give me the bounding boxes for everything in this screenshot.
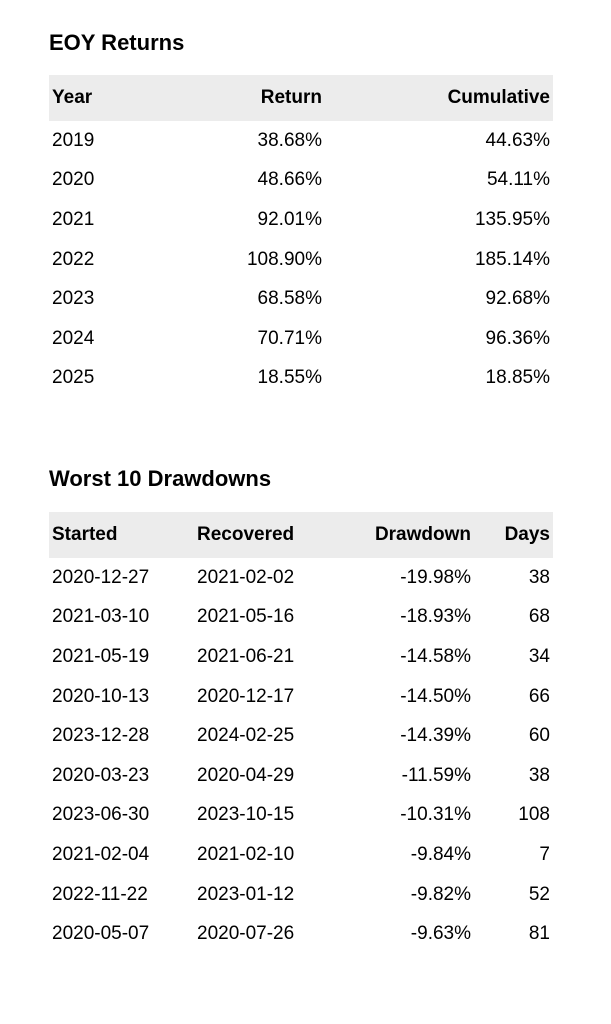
recovered-cell: 2020-07-26: [197, 923, 295, 945]
year-cell: 2025: [52, 367, 95, 389]
drawdown-cell: -9.63%: [410, 923, 471, 945]
started-cell: 2020-03-23: [52, 764, 150, 786]
year-cell: 2023: [52, 288, 95, 310]
table-row: [49, 598, 553, 638]
table-header-row: [49, 75, 553, 121]
days-cell: 52: [528, 883, 550, 905]
column-header-recovered: Recovered: [197, 524, 295, 545]
days-cell: 66: [528, 685, 550, 707]
table-row: [49, 875, 553, 915]
column-header-return: Return: [260, 87, 322, 108]
eoy-returns-table: [49, 75, 553, 398]
return-cell: 70.71%: [257, 327, 322, 349]
table-row: [49, 637, 553, 677]
cumulative-cell: 18.85%: [485, 367, 550, 389]
column-header-days: Days: [504, 524, 550, 545]
table-row: [49, 121, 553, 161]
cumulative-cell: 135.95%: [474, 208, 550, 230]
return-cell: 38.68%: [257, 129, 322, 151]
cumulative-cell: 54.11%: [486, 169, 550, 191]
recovered-cell: 2023-01-12: [197, 883, 295, 905]
table-row: [49, 319, 553, 359]
table-row: [49, 359, 553, 399]
table-row: [49, 279, 553, 319]
drawdown-cell: -10.31%: [400, 804, 471, 826]
recovered-cell: 2024-02-25: [197, 725, 295, 747]
drawdown-cell: -18.93%: [400, 606, 471, 628]
return-cell: 108.90%: [246, 248, 322, 270]
return-cell: 68.58%: [257, 288, 322, 310]
recovered-cell: 2023-10-15: [197, 804, 295, 826]
return-cell: 48.66%: [257, 169, 322, 191]
drawdown-cell: -14.58%: [400, 645, 471, 667]
column-header-drawdown: Drawdown: [374, 524, 471, 545]
table-row: [49, 200, 553, 240]
table-row: [49, 914, 553, 954]
days-cell: 38: [528, 764, 550, 786]
days-cell: 38: [528, 566, 550, 588]
return-cell: 92.01%: [257, 208, 322, 230]
drawdown-cell: -14.39%: [400, 725, 471, 747]
table-row: [49, 240, 553, 280]
year-cell: 2022: [52, 248, 95, 270]
days-cell: 81: [528, 923, 550, 945]
worst-drawdowns-title: Worst 10 Drawdowns: [49, 466, 272, 491]
table-row: [49, 677, 553, 717]
table-row: [49, 558, 553, 598]
table-row: [49, 756, 553, 796]
started-cell: 2021-03-10: [52, 606, 150, 628]
column-header-started: Started: [52, 524, 118, 545]
started-cell: 2021-02-04: [52, 843, 150, 865]
drawdown-cell: -19.98%: [400, 566, 471, 588]
table-row: [49, 835, 553, 875]
recovered-cell: 2020-12-17: [197, 685, 295, 707]
started-cell: 2023-06-30: [52, 804, 150, 826]
started-cell: 2020-10-13: [52, 685, 150, 707]
recovered-cell: 2021-06-21: [197, 645, 295, 667]
started-cell: 2022-11-22: [52, 883, 148, 905]
started-cell: 2020-12-27: [52, 566, 150, 588]
column-header-cumulative: Cumulative: [447, 87, 550, 108]
cumulative-cell: 185.14%: [474, 248, 550, 270]
started-cell: 2021-05-19: [52, 645, 150, 667]
table-row: [49, 796, 553, 836]
days-cell: 60: [528, 725, 550, 747]
cumulative-cell: 44.63%: [485, 129, 550, 151]
year-cell: 2024: [52, 327, 95, 349]
drawdown-cell: -11.59%: [401, 764, 471, 786]
drawdown-cell: -14.50%: [400, 685, 471, 707]
started-cell: 2023-12-28: [52, 725, 150, 747]
recovered-cell: 2020-04-29: [197, 764, 295, 786]
cumulative-cell: 92.68%: [485, 288, 550, 310]
year-cell: 2019: [52, 129, 95, 151]
return-cell: 18.55%: [257, 367, 322, 389]
recovered-cell: 2021-02-10: [197, 843, 295, 865]
table-header-row: [49, 512, 553, 558]
table-row: [49, 716, 553, 756]
table-row: [49, 161, 553, 201]
started-cell: 2020-05-07: [52, 923, 150, 945]
year-cell: 2021: [52, 208, 95, 230]
recovered-cell: 2021-05-16: [197, 606, 295, 628]
days-cell: 68: [528, 606, 550, 628]
recovered-cell: 2021-02-02: [197, 566, 295, 588]
days-cell: 108: [518, 804, 550, 826]
drawdown-cell: -9.84%: [410, 843, 471, 865]
drawdown-cell: -9.82%: [410, 883, 471, 905]
year-cell: 2020: [52, 169, 95, 191]
days-cell: 34: [528, 645, 550, 667]
cumulative-cell: 96.36%: [485, 327, 550, 349]
worst-drawdowns-table: [49, 512, 553, 954]
column-header-year: Year: [52, 87, 93, 108]
days-cell: 7: [539, 843, 550, 865]
eoy-returns-title: EOY Returns: [49, 30, 185, 55]
